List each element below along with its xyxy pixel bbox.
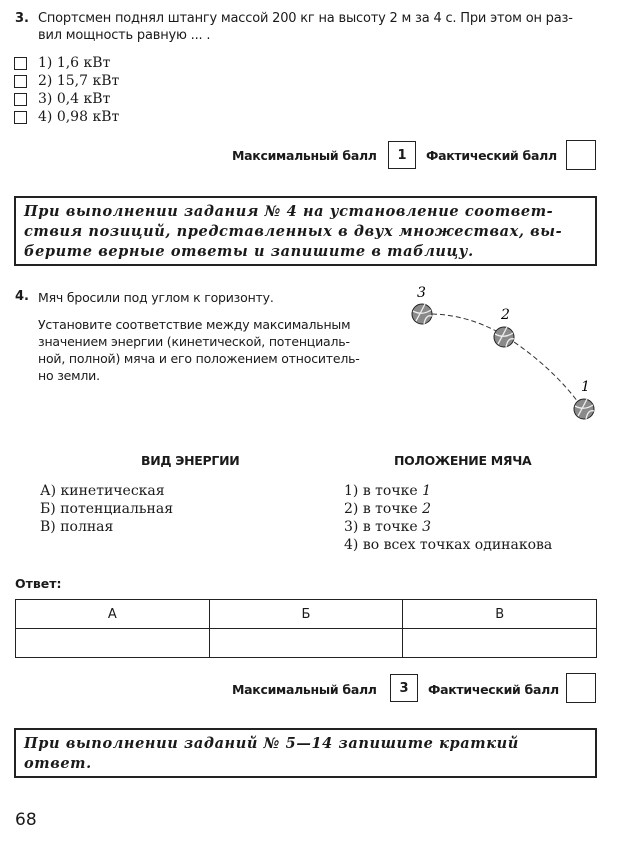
energy-type-header: ВИД ЭНЕРГИИ xyxy=(141,453,240,468)
instruction-box-task4 xyxy=(14,196,597,266)
position-item xyxy=(344,536,552,554)
q3-option-3: 3) 0,4 кВт xyxy=(38,91,111,107)
position-item-point: 3 xyxy=(422,519,431,535)
actual-score-label: Фактический балл xyxy=(428,682,559,697)
actual-score-box[interactable] xyxy=(566,140,596,170)
q3-text-line2: вил мощность равную ... . xyxy=(38,28,211,43)
energy-item: Б) потенциальная xyxy=(40,501,174,517)
instruction-line: При выполнении задания № 4 на установление соответ- xyxy=(24,203,554,220)
max-score-box: 1 xyxy=(388,141,416,169)
instruction-line: ответ. xyxy=(24,755,92,772)
ball-position-header: ПОЛОЖЕНИЕ МЯЧА xyxy=(394,453,532,468)
checkbox-icon-option-3[interactable] xyxy=(14,93,27,106)
position-item xyxy=(344,518,431,536)
instruction-line: При выполнении заданий № 5—14 запишите краткий xyxy=(24,735,519,752)
volleyball-icon xyxy=(574,399,594,419)
checkbox-icon-option-4[interactable] xyxy=(14,111,27,124)
energy-item: А) кинетическая xyxy=(40,483,165,499)
trajectory-figure xyxy=(400,280,610,425)
max-score-label: Максимальный балл xyxy=(232,682,377,697)
position-item-text: 1) в точке xyxy=(344,483,423,499)
q4-task-line: Установите соответствие между максимальным xyxy=(38,317,351,332)
position-item-point: 2 xyxy=(422,501,431,517)
point-label-3: 3 xyxy=(417,285,426,301)
checkbox-icon-option-1[interactable] xyxy=(14,57,27,70)
checkbox-icon-option-2[interactable] xyxy=(14,75,27,88)
answer-header-v: В xyxy=(403,600,597,629)
max-score-label: Максимальный балл xyxy=(232,148,377,163)
q4-task-line: значением энергии (кинетической, потенциаль- xyxy=(38,334,350,349)
q3-option-2: 2) 15,7 кВт xyxy=(38,73,120,89)
q4-task-line: но земли. xyxy=(38,368,100,383)
q3-number: 3. xyxy=(15,11,29,26)
energy-item: В) полная xyxy=(40,519,114,535)
answer-cell-a[interactable] xyxy=(16,629,210,658)
page-number: 68 xyxy=(15,810,37,830)
q3-option-1: 1) 1,6 кВт xyxy=(38,55,111,71)
q4-number: 4. xyxy=(15,289,29,304)
position-item-text: 4) во всех точках одинакова xyxy=(344,537,553,553)
volleyball-icon xyxy=(494,327,514,347)
position-item-point: 1 xyxy=(422,483,431,499)
q4-intro: Мяч бросили под углом к горизонту. xyxy=(38,290,274,305)
answer-input-row xyxy=(16,629,597,658)
q3-text-line1: Спортсмен поднял штангу массой 200 кг на высоту 2 м за 4 с. При этом он раз- xyxy=(38,11,573,26)
instruction-box-tasks-5-14 xyxy=(14,728,597,778)
point-label-2: 2 xyxy=(501,307,510,323)
answer-header-row xyxy=(16,600,597,629)
q3-option-4: 4) 0,98 кВт xyxy=(38,109,120,125)
position-item-text: 2) в точке xyxy=(344,501,423,517)
answer-cell-v[interactable] xyxy=(403,629,597,658)
position-item xyxy=(344,482,431,500)
position-item xyxy=(344,500,431,518)
position-item-text: 3) в точке xyxy=(344,519,423,535)
answer-table xyxy=(15,599,597,658)
instruction-line: берите верные ответы и запишите в таблицу. xyxy=(24,243,474,260)
instruction-line: ствия позиций, представленных в двух множествах, вы- xyxy=(24,223,563,240)
max-score-box: 3 xyxy=(390,674,418,702)
answer-cell-b[interactable] xyxy=(209,629,403,658)
actual-score-label: Фактический балл xyxy=(426,148,557,163)
answer-header-a: А xyxy=(16,600,210,629)
q4-task-line: ной, полной) мяча и его положением относитель- xyxy=(38,351,360,366)
actual-score-box[interactable] xyxy=(566,673,596,703)
point-label-1: 1 xyxy=(581,379,590,395)
answer-label: Ответ: xyxy=(15,576,62,591)
answer-header-b: Б xyxy=(209,600,403,629)
volleyball-icon xyxy=(412,304,432,324)
